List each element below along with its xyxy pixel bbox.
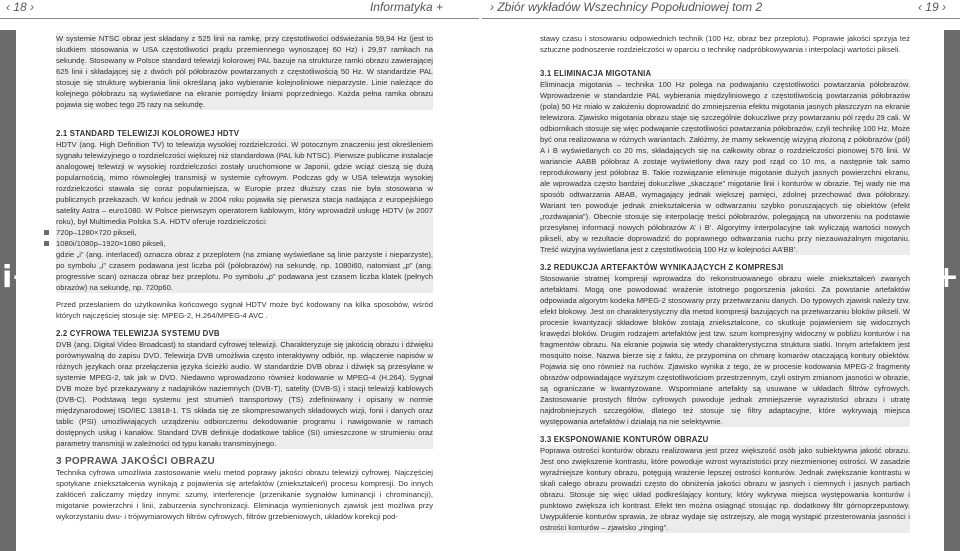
paragraph-dvb: DVB (ang. Digital Video Broadcast) to standard cyfrowej telewizji. Charakteryzuje się jakością obrazu i dźwięku porównywalną do zapisu DVD. Telewizja DVB umożliwia często interaktywny odbiór, np. włączenie napisów w różnych językach oraz przełączenia języka ścieżki audio. W standardzie DVB obraz i dźwięk są przesyłane w systemie MPEG-2, tak jak w DVD. Niedawno wprowadzono również kodowanie w MPEG-4 (H.264). Sygnał DVB może być przekazywany z nadajników naziemnych (DVB-T), satelity (DVB-S) i stacji telewizji kablowych (DVB-C). Podstawą tego systemu jest strumień transportowy (TS) zdefiniowany i opisany w normie międzynarodowej ISO/IEC 13818-1. TS składa się ze skompresowanych składowych wizji, fonii i danych oraz tablic (PSI) umożliwiających urządzeniu odbiorczemu dekodowanie programu i nawigowanie w ramach dostępnych usług i kanałów. Standard DVB definiuje dodatkowe tablice (SI) umieszczone w strumieniu oraz parametry transmisji w zależności od typu kanału transmisyjnego. bbox=[56, 340, 433, 448]
paragraph-ntsc-pal: W systemie NTSC obraz jest składany z 525 linii na ramkę, przy częstotliwości odświeżania 59,94 Hz (jest to skutkiem stosowania w USA częstotliwości prądu przemiennego wynoszącej 60 Hz) i 29,97 ramkach na sekundę. Stosowany w Polsce standard telewizji kolorowej PAL bazuje na strukturze ramki obrazu zawierającej 625 linii i składającej się z dwóch pól półobrazów powtarzanych z częstotliwością 50 Hz. W standardzie PAL stosuje się strukturę wybierania linii określaną jako wybieranie kolejnoliniowe nieparzyste. Linie należące do kolejnego półobrazu są wyświetlane na ekranie pomiędzy liniami poprzedniego. Każda pełna ramka obrazu pojawia się wobec tego 25 razy na sekundę. bbox=[56, 34, 433, 109]
list-item bbox=[56, 238, 433, 249]
heading-flicker: 3.1 ELIMINACJA MIGOTANIA bbox=[540, 69, 652, 78]
paragraph-image-quality: Technika cyfrowa umożliwia zastosowanie wielu metod poprawy jakości obrazu telewizji cyfrowej. Najczęściej spotykane zniekształcenia wynikają z pojawienia się artefaktów (zniekształceń) procesu kompresji. Do innych zakłóceń zaliczamy między innymi: szumy, interferencje (przenikanie sygnałów luminancji i chrominancji), migotanie powierzchni i linii, zaburzenia synchronizacji. Eliminacja wymienionych zjawisk jest możliwa przy wykorzystaniu dwu- i trójwymiarowych filtrów cyfrowych, filtrów grzebieniowych, układów korekcji pod- bbox=[56, 468, 433, 521]
paragraph-artifacts: Stosowanie stratnej kompresji wprowadza do rekonstruowanego obrazu wiele zniekształceń zwanych artefaktami. Mogą one powodować wrażenie istotnego pogorszenia jakości. Za powstanie artefaktów odpowiada algorytm kodeka MPEG-2 stosowany przy przetwarzaniu danych. Do typowych zjawisk należy tzw. efekt blokowy. Jest on charakterystyczny dla metod kompresji bazujących na przetwarzaniu bloków pikseli. W procesie kwantyzacji składowe bloków zostają zniekształcone, co skutkuje pojawieniem się widocznych krawędzi bloków. Drugim rodzajem artefaktów jest tzw. szum kompresyjny widoczny w pobliżu konturów i na fragmentów obrazu. Na ekranie pojawia się wtedy charakterystyczna struktura siatki. Innym artefaktem jest mosquito noise. Nazwa bierze się z faktu, że przypomina on chmarę komarów otaczającą kontury obiektów. Pojawia się ono również na ruchów. Zjawisko wynika z tego, że w procesie kodowania MPEG-2 fragmenty obrazów odpowiadające wyższym częstotliwościom przestrzennym, czyli ostrym zmianom jasności w obrazie, są ograniczane w kwantyzowane. Wspomniane artefakty są usuwane w układach filtrów cyfrowych. Zastosowanie prostych filtrów cyfrowych powoduje jednak zmniejszenie wyrazistości obrazu i utratę najdrobniejszych szczegółów, dlatego też stosuje się filtry adaptacyjne, które wykrywają miejsca występowania artefaktów i działają na nie selektywnie. bbox=[540, 274, 910, 426]
right-page-number-value: 19 bbox=[925, 0, 939, 14]
left-page-title: Informatyka + bbox=[369, 0, 443, 14]
heading-contours: 3.3 EKSPONOWANIE KONTURÓW OBRAZU bbox=[540, 435, 709, 444]
left-page-number-value: 18 bbox=[13, 0, 27, 14]
paragraph-contours: Poprawa ostrości konturów obrazu realizowana jest przez większość osób jako subiektywna jakość obrazu. Jest ono zwiększenie kontrastu, które powoduje wzrost wyrazistości przy niezmienionej ostrości. W zasadzie wyraźniejsze kontury obrazu, potęgują wrażenie lepszej ostrości konturów. Jednak zwiększanie kontrastu w skali całego obrazu prowadzi często do obniżenia jakości obrazu w jasnych i ciemnych i jasnych partiach obrazu. Stosuje się więc układ podkreślający kontury, który wykrywa miejsca występowania konturów i punktowo zwiększa ich kontrast. Efekt ten można osiągnąć stosując np. dodatkowy filtr górnoprzepustowy. Uwypuklenie konturów sprawia, że obraz wydaje się ostrzejszy, ale mogą wystąpić przesterowania jasności i ostrości konturów – zjawisko „ringing”. bbox=[540, 446, 910, 532]
heading-artifacts: 3.2 REDUKCJA ARTEFAKTÓW WYNIKAJĄCYCH Z KOMPRESJI bbox=[540, 263, 784, 272]
right-side-logo: i+ bbox=[924, 260, 958, 295]
list-item-text: 720p–1280×720 pikseli, bbox=[56, 228, 137, 237]
bullet-icon bbox=[44, 230, 49, 235]
right-page-number: ‹ 19 › bbox=[917, 0, 946, 14]
right-page-title: › Zbiór wykładów Wszechnicy Popołudniowej tom 2 bbox=[490, 0, 763, 14]
left-page-number: ‹ 18 › bbox=[6, 0, 35, 14]
right-page-title-text: Zbiór wykładów Wszechnicy Popołudniowej tom 2 bbox=[497, 0, 763, 14]
heading-image-quality: 3 POPRAWA JAKOŚCI OBRAZU bbox=[56, 456, 216, 467]
list-item-text: 1080i/1080p–1920×1080 pikseli, bbox=[56, 239, 166, 248]
left-page-header bbox=[0, 0, 479, 19]
left-side-logo: i+ bbox=[2, 260, 36, 295]
right-column bbox=[540, 33, 910, 533]
right-page-header bbox=[482, 0, 960, 19]
bullet-icon bbox=[44, 241, 49, 246]
list-item bbox=[56, 227, 433, 238]
paragraph-encoding: Przed przesłaniem do użytkownika końcowego sygnał HDTV może być kodowany na kilka sposobów, wśród których najczęściej stosuje się: MPEG-2, H.264/MPEG-4 AVC . bbox=[56, 300, 433, 320]
paragraph-continued: stawy czasu i stosowaniu odpowiednich technik (100 Hz, obraz bez przeplotu). Poprawie jakości sprzyja też sztuczne podnoszenie rozdzielczości w oparciu o technikę nadpróbkowywania i interpolacji wartości pikseli. bbox=[540, 34, 910, 54]
paragraph-interlaced: gdzie „i” (ang. interlaced) oznacza obraz z przeplotem (na zmianę wyświetlane są linie parzyste i nieparzyste), po symbolu „i” czasem podawana jest liczba pól (półobrazów) na sekundę, np. 1080i60, natomiast „p” (ang. progressive scan) oznacza obraz bez przeplotu. Po symbolu „p” podawana jest czasem liczba klatek (pełnych obrazów) na sekundę, np. 720p60. bbox=[56, 250, 433, 292]
paragraph-flicker: Eliminacja migotania – technika 100 Hz polega na podwajaniu częstotliwości powtarzania półobrazów. Wprowadzenie w standardzie PAL wybierania międzyliniowego z częstotliwością powtarzania półobrazów (pola) 50 Hz miało w założeniu doprowadzić do zmniejszenia efektu migotania jasnych płaszczyzn na ekranie telewizora. Zjawisko migotania obrazu staje się szczególnie dokuczliwe przy powtarzaniu pól rzędu 29 cali. W odbiornikach stosuje się więc podwajanie częstotliwości powtarzania półobrazów, czyli technikę 100 Hz. Może być ona realizowana w różnych wariantach. Załóżmy, że mamy sekwencję wizyjną złożoną z półobrazów (pól) A i B wyświetlanych co 20 ms, składających się na całkowity obraz o rozdzielczości pionowej 576 linii. W wariancie AABB półobraz A zostaje wyświetlony dwa razy pod rząd co 10 ms, a następnie tak samo reprodukowany jest półobraz B. Takie rozwiązanie eliminuje migotanie dużych jasnych powierzchni ekranu, ale wprowadza często bardziej dokuczliwe „skaczące” migotanie linii i konturów w obrazie. Tej wady nie ma sposób odtwarzania ABAB, wymagający jednak większej pamięci, zdolnej przechować dwa półobrazy. Wariant ten powoduje jednak zniekształcenia w odtwarzaniu szybko poruszających się obiektów (efekt „rozdwajania”). Obecnie stosuje się interpolację treści półobrazów, polegającą na utworzeniu na podstawie przesyłanej informacji nowych półobrazów A’ i B’. Algorytmy interpolacyjne tak wyliczają wartości nowych pikseli, aby w rezultacie doprowadzić do poprawnego odtwarzania ruchu przy niezauważalnym migotaniu. Treść wizyjna wyświetlana jest z częstotliwością 100 Hz w kolejności AA’BB’. bbox=[540, 80, 910, 254]
heading-hdtv: 2.1 STANDARD TELEWIZJI KOLOROWEJ HDTV bbox=[56, 129, 240, 138]
heading-dvb: 2.2 CYFROWA TELEWIZJA SYSTEMU DVB bbox=[56, 329, 220, 338]
left-column bbox=[56, 33, 433, 522]
paragraph-hdtv: HDTV (ang. High Definition TV) to telewizja wysokiej rozdzielczości. W potocznym znaczeniu jest określeniem sygnału telewizyjnego o rozdzielczości większej niż standardowa (PAL lub NTSC). Pierwsze publiczne instalacje analogowej telewizji w wysokiej rozdzielczości zostały uruchomione w Japonii, gdzie wciąż cieszą się dużą popularnością, mimo równoległej transmisji w systemie cyfrowym. Podczas gdy w USA telewizja wysokiej rozdzielczości stawała się coraz popularniejsza, w Europie przez dłuższy czas nie była stosowana w publicznych przekazach. W końcu jednak w 2004 roku pojawiła się pierwsza stacja nadająca z europejskiego satelity Astra – euro1080. W Polsce pierwszym operatorem kablowym, który wprowadził usługę HDTV (w 2007 roku), był Multimedia Polska S.A. HDTV oferuje rozdzielczości: bbox=[56, 140, 433, 226]
